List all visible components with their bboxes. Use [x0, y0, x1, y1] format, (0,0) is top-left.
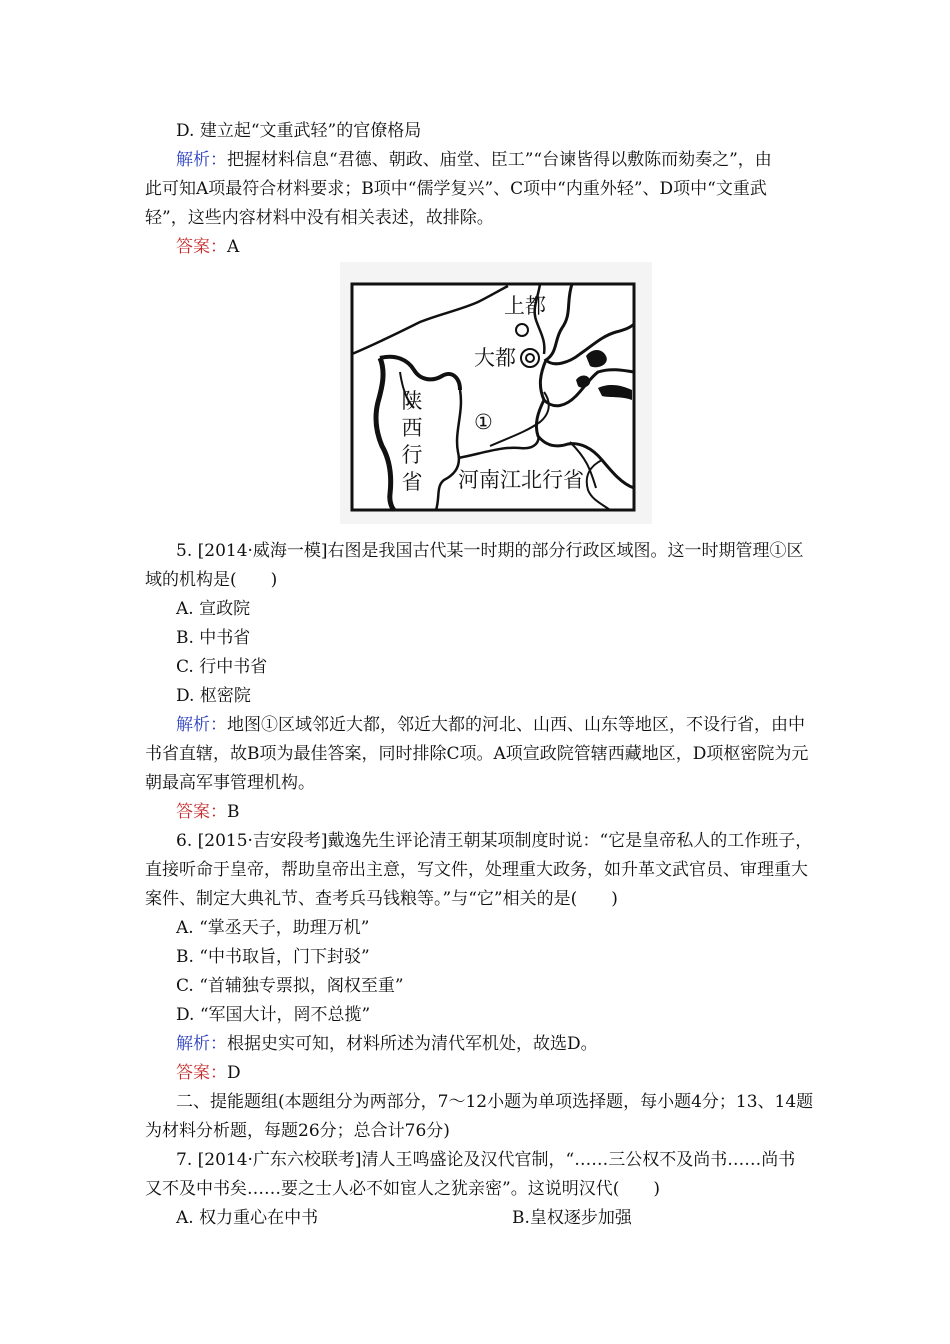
shangdu-marker: [516, 324, 528, 336]
q4-answer-label: 答案：: [176, 237, 227, 257]
q5-option-d: D. 枢密院: [176, 686, 251, 706]
map-label-shaanxi: 陕西行省: [401, 389, 423, 494]
q6-answer-value: D: [227, 1063, 241, 1083]
q6-stem-line3: 案件、制定大典礼节、查考兵马钱粮等。”与“它”相关的是( ): [145, 889, 618, 909]
q5-analysis-line3: 朝最高军事管理机构。: [145, 773, 315, 793]
q4-answer: [176, 236, 239, 258]
q4-analysis-label: 解析：: [176, 150, 227, 170]
dadu-marker-inner: [526, 354, 534, 362]
q5-option-b: B. 中书省: [176, 628, 251, 648]
q5-analysis-line2: 书省直辖，故B项为最佳答案，同时排除C项。A项宣政院管辖西藏地区，D项枢密院为元: [145, 744, 809, 764]
q5-stem-line1: 5. [2014·威海一模]右图是我国古代某一时期的部分行政区域图。这一时期管理①区: [176, 541, 804, 561]
yuan-admin-map: [340, 262, 652, 524]
q5-option-a: A. 宣政院: [176, 599, 251, 619]
q6-option-b: B. “中书取旨，门下封驳”: [176, 947, 370, 967]
q6-stem-line1: 6. [2015·吉安段考]戴逸先生评论清王朝某项制度时说：“它是皇帝私人的工作班子，: [176, 831, 813, 851]
q5-answer-value: B: [227, 802, 240, 822]
map-label-dadu: 大都: [474, 346, 516, 370]
q6-analysis: 解析：根据史实可知，材料所述为清代军机处，故选D。: [176, 1034, 598, 1054]
q7-option-a: A. 权力重心在中书: [176, 1208, 319, 1228]
q6-answer: [176, 1062, 241, 1084]
map-label-henan: 河南江北行省: [458, 468, 584, 492]
q4-analysis-line3: 轻”，这些内容材料中没有相关表述，故排除。: [145, 208, 494, 228]
section2-line1: 二、提能题组(本题组分为两部分，7～12小题为单项选择题，每小题4分；13、14题: [176, 1092, 814, 1112]
q5-option-c: C. 行中书省: [176, 657, 268, 677]
q4-option-d: D. 建立起“文重武轻”的官僚格局: [176, 121, 422, 141]
q4-analysis-line2: 此可知A项最符合材料要求；B项中“儒学复兴”、C项中“内重外轻”、D项中“文重武: [145, 179, 767, 199]
q5-analysis-line1: 解析：地图①区域邻近大都，邻近大都的河北、山西、山东等地区，不设行省，由中: [176, 715, 805, 735]
q4-answer-value: A: [227, 237, 240, 257]
q5-answer-label: 答案：: [176, 802, 227, 822]
q6-answer-label: 答案：: [176, 1063, 227, 1083]
q5-answer: [176, 801, 240, 823]
q5-stem-line2: 域的机构是( ): [145, 570, 278, 590]
q6-stem-line2: 直接听命于皇帝，帮助皇帝出主意，写文件，处理重大政务，如升革文武官员、审理重大: [145, 860, 808, 880]
map-label-region-1: ①: [474, 410, 493, 434]
q6-analysis-label: 解析：: [176, 1034, 227, 1054]
q7-option-b: B.皇权逐步加强: [512, 1208, 632, 1228]
q7-stem-line2: 又不及中书矣……要之士人必不如宦人之犹亲密”。这说明汉代( ): [145, 1179, 660, 1199]
q7-stem-line1: 7. [2014·广东六校联考]清人王鸣盛论及汉代官制，“……三公权不及尚书……尚书: [176, 1150, 796, 1170]
section2-line2: 为材料分析题，每题26分；总合计76分): [145, 1121, 450, 1141]
q6-option-c: C. “首辅独专票拟，阁权至重”: [176, 976, 404, 996]
q5-analysis-label: 解析：: [176, 715, 227, 735]
q6-option-a: A. “掌丞天子，助理万机”: [176, 918, 370, 938]
q4-analysis-line1: 解析：把握材料信息“君德、朝政、庙堂、臣工”“台谏皆得以敷陈而劾奏之”，由: [176, 150, 772, 170]
q6-option-d: D. “军国大计，罔不总揽”: [176, 1005, 371, 1025]
map-label-shangdu: 上都: [504, 294, 546, 318]
